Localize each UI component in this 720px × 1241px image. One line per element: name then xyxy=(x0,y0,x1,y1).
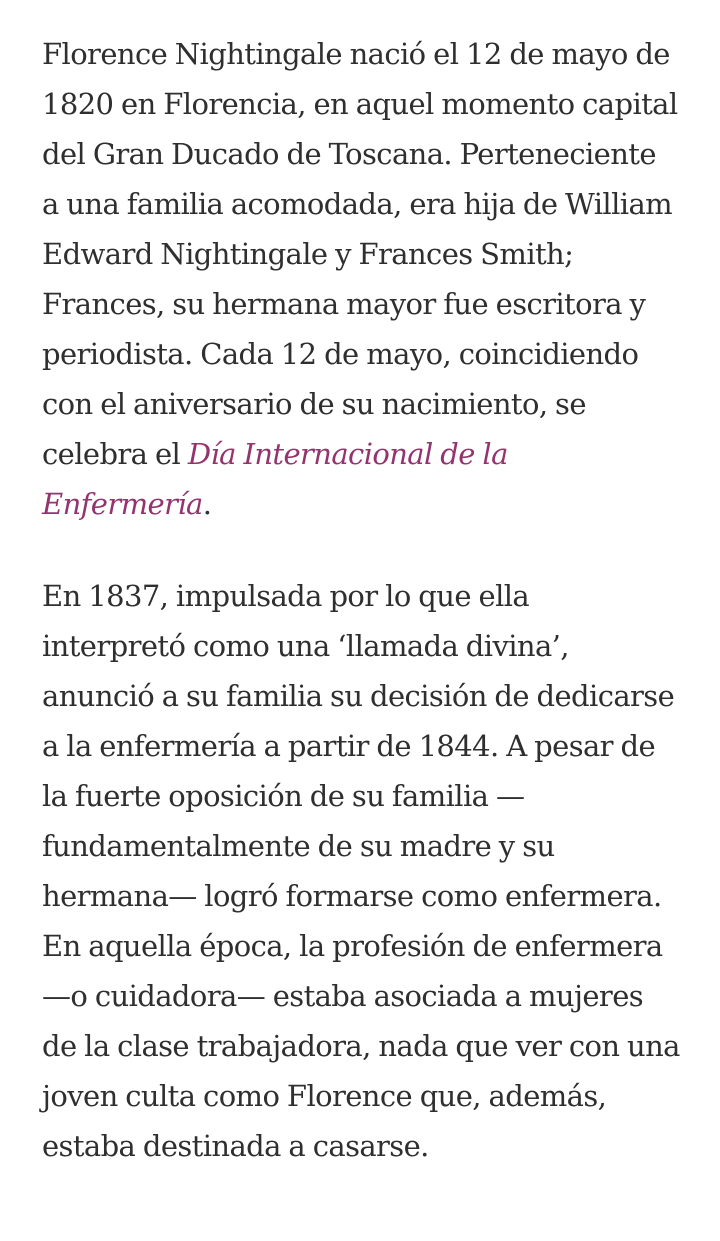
paragraph-vocation: En 1837, impulsada por lo que ella interpretó como una ‘llamada divina’, anunció a su familia su decisión de dedicarse a la enfermería a partir de 1844. A pesar de la fuerte oposición de su familia —fundamentalmente de su madre y su hermana— logró formarse como enfermera. En aquella época, la profesión de enfermera —o cuidadora— estaba asociada a mujeres de la clase trabajadora, nada que ver con una joven culta como Florence que, además, estaba destinada a casarse. xyxy=(42,579,680,1163)
nursing-day-link[interactable]: Día Internacional de la Enfermería xyxy=(42,437,508,521)
paragraph-birth xyxy=(42,29,680,529)
paragraph-birth-text: Florence Nightingale nació el 12 de mayo de 1820 en Florencia, en aquel momento capital del Gran Ducado de Toscana. Perteneciente a una familia acomodada, era hija de William Edward Nightingale y Frances Smith; Frances, su hermana mayor fue escritora y periodista. Cada 12 de mayo, coincidiendo con el aniversario de su nacimiento, se celebra el xyxy=(42,37,678,471)
paragraph-birth-end: . xyxy=(202,487,212,521)
